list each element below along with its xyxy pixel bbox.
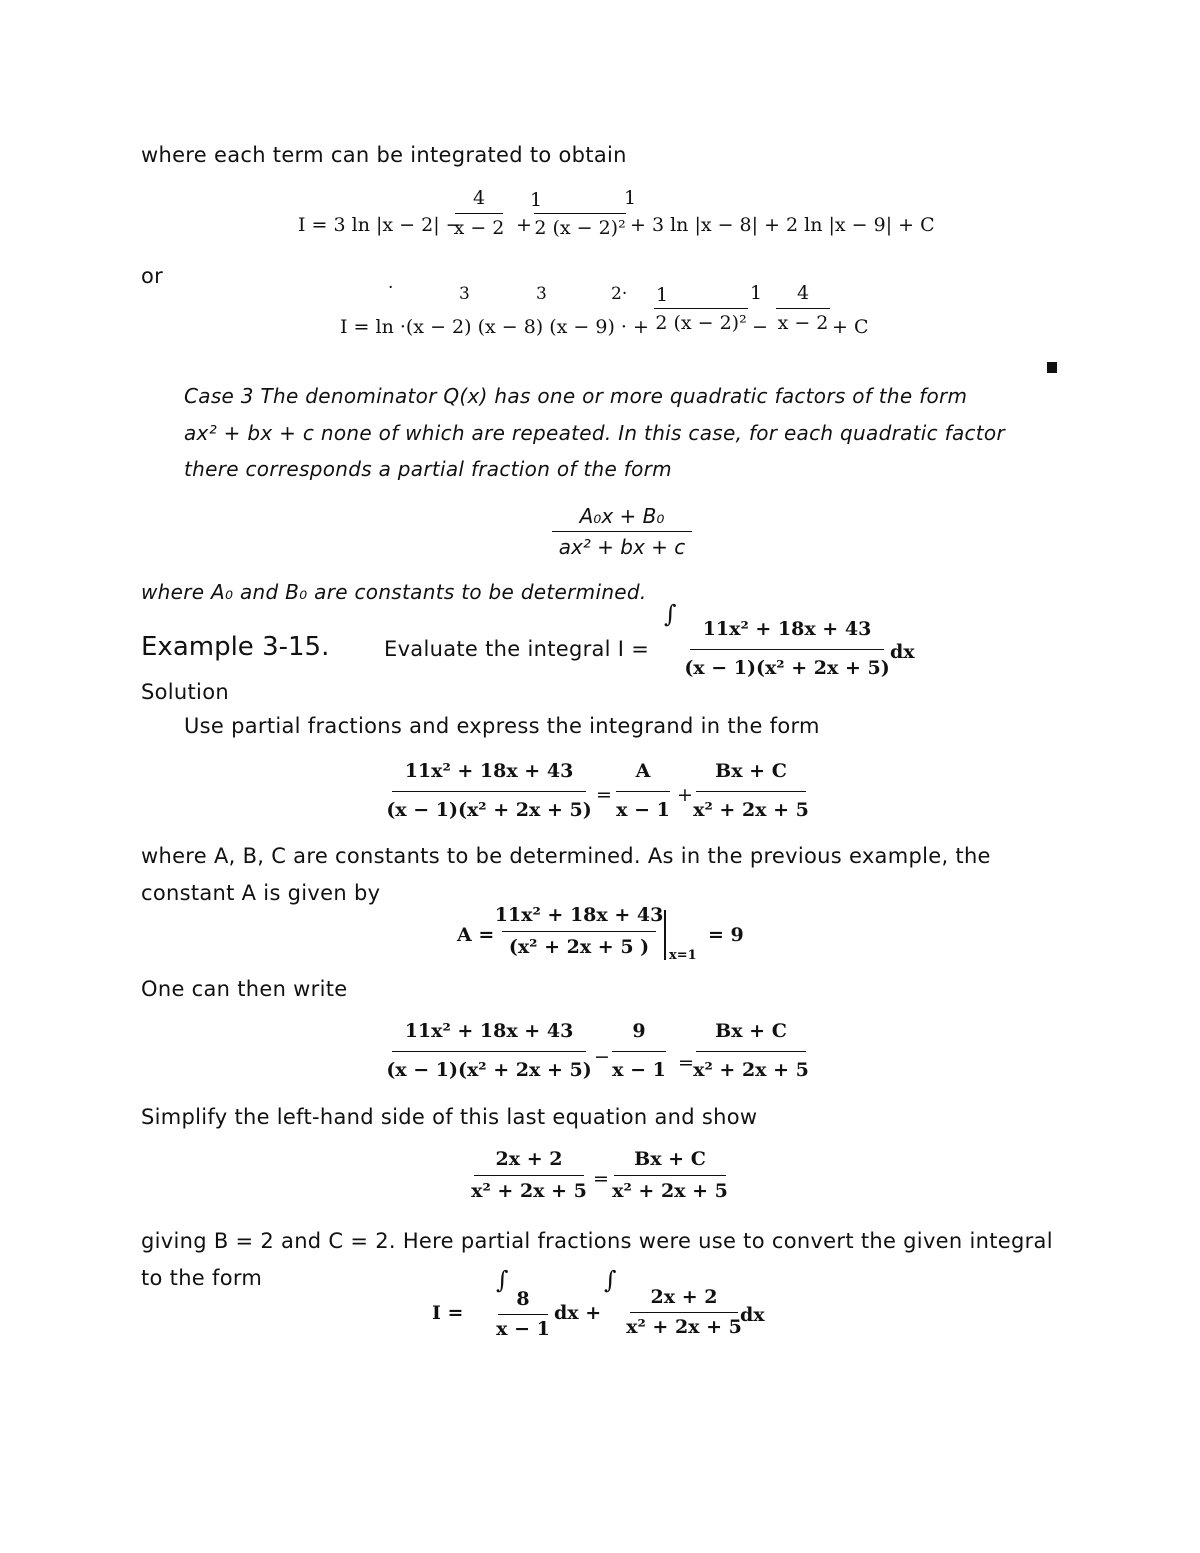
eq2-body: I = ln ·(x − 2) (x − 8) (x − 9) · +: [340, 316, 649, 338]
case3-fraction: [552, 506, 692, 557]
eq1-plus: +: [516, 214, 532, 236]
fraction-bar: [614, 1175, 726, 1176]
integral-sign-1: ∫: [496, 1266, 509, 1294]
eq1-frac-b: [534, 187, 637, 239]
solution-step-4: Simplify the left-hand side of this last equation and show: [141, 1105, 758, 1129]
fraction-bar: [534, 213, 626, 214]
eq6-lhs: [471, 1148, 587, 1202]
eq6-equals: =: [593, 1168, 609, 1190]
example-fraction-num: 11x² + 18x + 43: [702, 618, 872, 640]
eq6-lhs-num: 2x + 2: [495, 1148, 563, 1170]
fraction-bar: [696, 1051, 806, 1052]
fraction-bar: [690, 649, 884, 650]
eq5-term-1-den: x − 1: [612, 1059, 666, 1081]
eq3-term-2-num: Bx + C: [715, 760, 787, 782]
eq2-tail: + C: [832, 316, 869, 338]
fraction-bar: [630, 1312, 738, 1313]
eq4-lead: A =: [457, 924, 495, 946]
fraction-bar: [776, 308, 830, 309]
eq1-small-one: 1: [530, 189, 543, 211]
example-fraction-den: (x − 1)(x² + 2x + 5): [684, 657, 890, 679]
eq6-rhs-den: x² + 2x + 5: [612, 1180, 728, 1202]
eq2-small-one: 1: [656, 284, 669, 306]
eq5-term-2-den: x² + 2x + 5: [693, 1059, 809, 1081]
fraction-bar: [696, 791, 806, 792]
eq7-fraction-1-den: x − 1: [496, 1318, 550, 1340]
eq2-exponent-a: 3: [459, 284, 470, 304]
eq2-frac-a-den: 2 (x − 2)²: [655, 312, 747, 334]
evaluation-bar: [664, 910, 666, 960]
solution-step-2b: constant A is given by: [141, 881, 381, 905]
eq6-lhs-den: x² + 2x + 5: [471, 1180, 587, 1202]
eq3-term-2: [693, 760, 809, 821]
example-prompt: Evaluate the integral I =: [384, 637, 650, 661]
fraction-bar: [616, 791, 670, 792]
fraction-bar: [654, 308, 748, 309]
eq3-lhs-den: (x − 1)(x² + 2x + 5): [386, 799, 592, 821]
eq6-rhs-num: Bx + C: [634, 1148, 706, 1170]
eq1-frac-a: [455, 189, 503, 238]
eq5-minus: −: [594, 1046, 610, 1068]
case3-line-1: Case 3 The denominator Q(x) has one or more quadratic factors of the form: [184, 384, 968, 408]
solution-step-2a: where A, B, C are constants to be determined. As in the previous example, the: [141, 844, 991, 868]
eq5-term-1-num: 9: [632, 1020, 646, 1042]
solution-step-5b: to the form: [141, 1266, 263, 1290]
solution-step-3: One can then write: [141, 977, 348, 1001]
eq5-equals: =: [678, 1052, 694, 1074]
eq3-lhs-num: 11x² + 18x + 43: [404, 760, 574, 782]
eq7-fraction-1: [498, 1290, 548, 1339]
end-of-proof-square: [1047, 362, 1057, 373]
eq3-lhs: [386, 760, 592, 821]
fraction-bar: [502, 931, 656, 932]
eq5-lhs-num: 11x² + 18x + 43: [404, 1020, 574, 1042]
integral-sign: ∫: [664, 600, 677, 628]
eq1-frac-a-num: 4: [472, 187, 486, 209]
eq2-frac-a-num: 1: [749, 282, 763, 304]
eq3-term-1-num: A: [635, 760, 651, 782]
solution-label: Solution: [141, 680, 229, 704]
eq6-rhs: [614, 1150, 726, 1201]
eq1-lead: I = 3 ln |x − 2| −: [298, 214, 462, 236]
case3-line-3: there corresponds a partial fraction of the form: [184, 457, 672, 481]
case3-note: where A₀ and B₀ are constants to be determined.: [141, 580, 647, 604]
eq7-fraction-1-num: 8: [516, 1288, 530, 1310]
or-label: or: [141, 264, 164, 288]
eq2-frac-b-den: x − 2: [777, 312, 829, 334]
example-dx: dx: [890, 641, 915, 663]
eq2-exponent-b: 3: [536, 284, 547, 304]
eq4-fraction: [494, 904, 664, 958]
eq2-frac-a: [654, 282, 763, 334]
eq5-term-2: [693, 1020, 809, 1081]
eq2-dot-top: ·: [388, 278, 394, 298]
case3-line-2: ax² + bx + c none of which are repeated. In this case, for each quadratic factor: [184, 421, 1005, 445]
eq2-exponent-c: 2·: [611, 284, 628, 304]
eq4-fraction-den: (x² + 2x + 5 ): [508, 936, 650, 958]
example-title: Example 3-15.: [141, 632, 330, 662]
case3-fraction-num: A₀x + B₀: [579, 504, 665, 528]
eq4-tail: = 9: [708, 924, 744, 946]
eq7-lead: I =: [432, 1302, 464, 1324]
eq3-plus: +: [677, 784, 693, 806]
eq7-mid: dx +: [554, 1302, 602, 1324]
case3-fraction-den: ax² + bx + c: [558, 535, 686, 559]
eq7-dx: dx: [740, 1304, 765, 1326]
eq3-term-2-den: x² + 2x + 5: [693, 799, 809, 821]
eq1-tail: + 3 ln |x − 8| + 2 ln |x − 9| + C: [630, 214, 935, 236]
example-fraction: [684, 618, 890, 679]
eq5-term-1: [612, 1022, 666, 1080]
fraction-bar: [612, 1051, 666, 1052]
eq7-fraction-2-num: 2x + 2: [650, 1286, 718, 1308]
eq4-fraction-num: 11x² + 18x + 43: [494, 904, 664, 926]
eq3-term-1: [616, 762, 670, 820]
eq7-fraction-2: [626, 1286, 742, 1338]
eq7-fraction-2-den: x² + 2x + 5: [626, 1316, 742, 1338]
fraction-bar: [552, 531, 692, 532]
fraction-bar: [455, 213, 503, 214]
fraction-bar: [474, 1175, 584, 1176]
solution-step-1: Use partial fractions and express the integrand in the form: [184, 714, 820, 738]
eq3-equals: =: [596, 784, 612, 806]
eq5-term-2-num: Bx + C: [715, 1020, 787, 1042]
eq2-minus: −: [752, 316, 768, 338]
eq2-frac-b: [776, 284, 830, 333]
eq1-frac-a-den: x − 2: [453, 217, 505, 239]
fraction-bar: [392, 791, 586, 792]
eq1-frac-b-den: 2 (x − 2)²: [534, 217, 626, 239]
eq5-lhs-den: (x − 1)(x² + 2x + 5): [386, 1059, 592, 1081]
eq3-term-1-den: x − 1: [616, 799, 670, 821]
solution-step-5a: giving B = 2 and C = 2. Here partial fractions were use to convert the given integral: [141, 1229, 1053, 1253]
integral-sign-2: ∫: [604, 1266, 617, 1294]
intro-text: where each term can be integrated to obtain: [141, 143, 627, 167]
fraction-bar: [392, 1051, 586, 1052]
eq1-frac-b-num: 1: [623, 187, 637, 209]
eq5-lhs: [386, 1020, 592, 1081]
eq4-subscript: x=1: [669, 948, 697, 963]
fraction-bar: [498, 1314, 548, 1315]
eq2-frac-b-num: 4: [796, 282, 810, 304]
